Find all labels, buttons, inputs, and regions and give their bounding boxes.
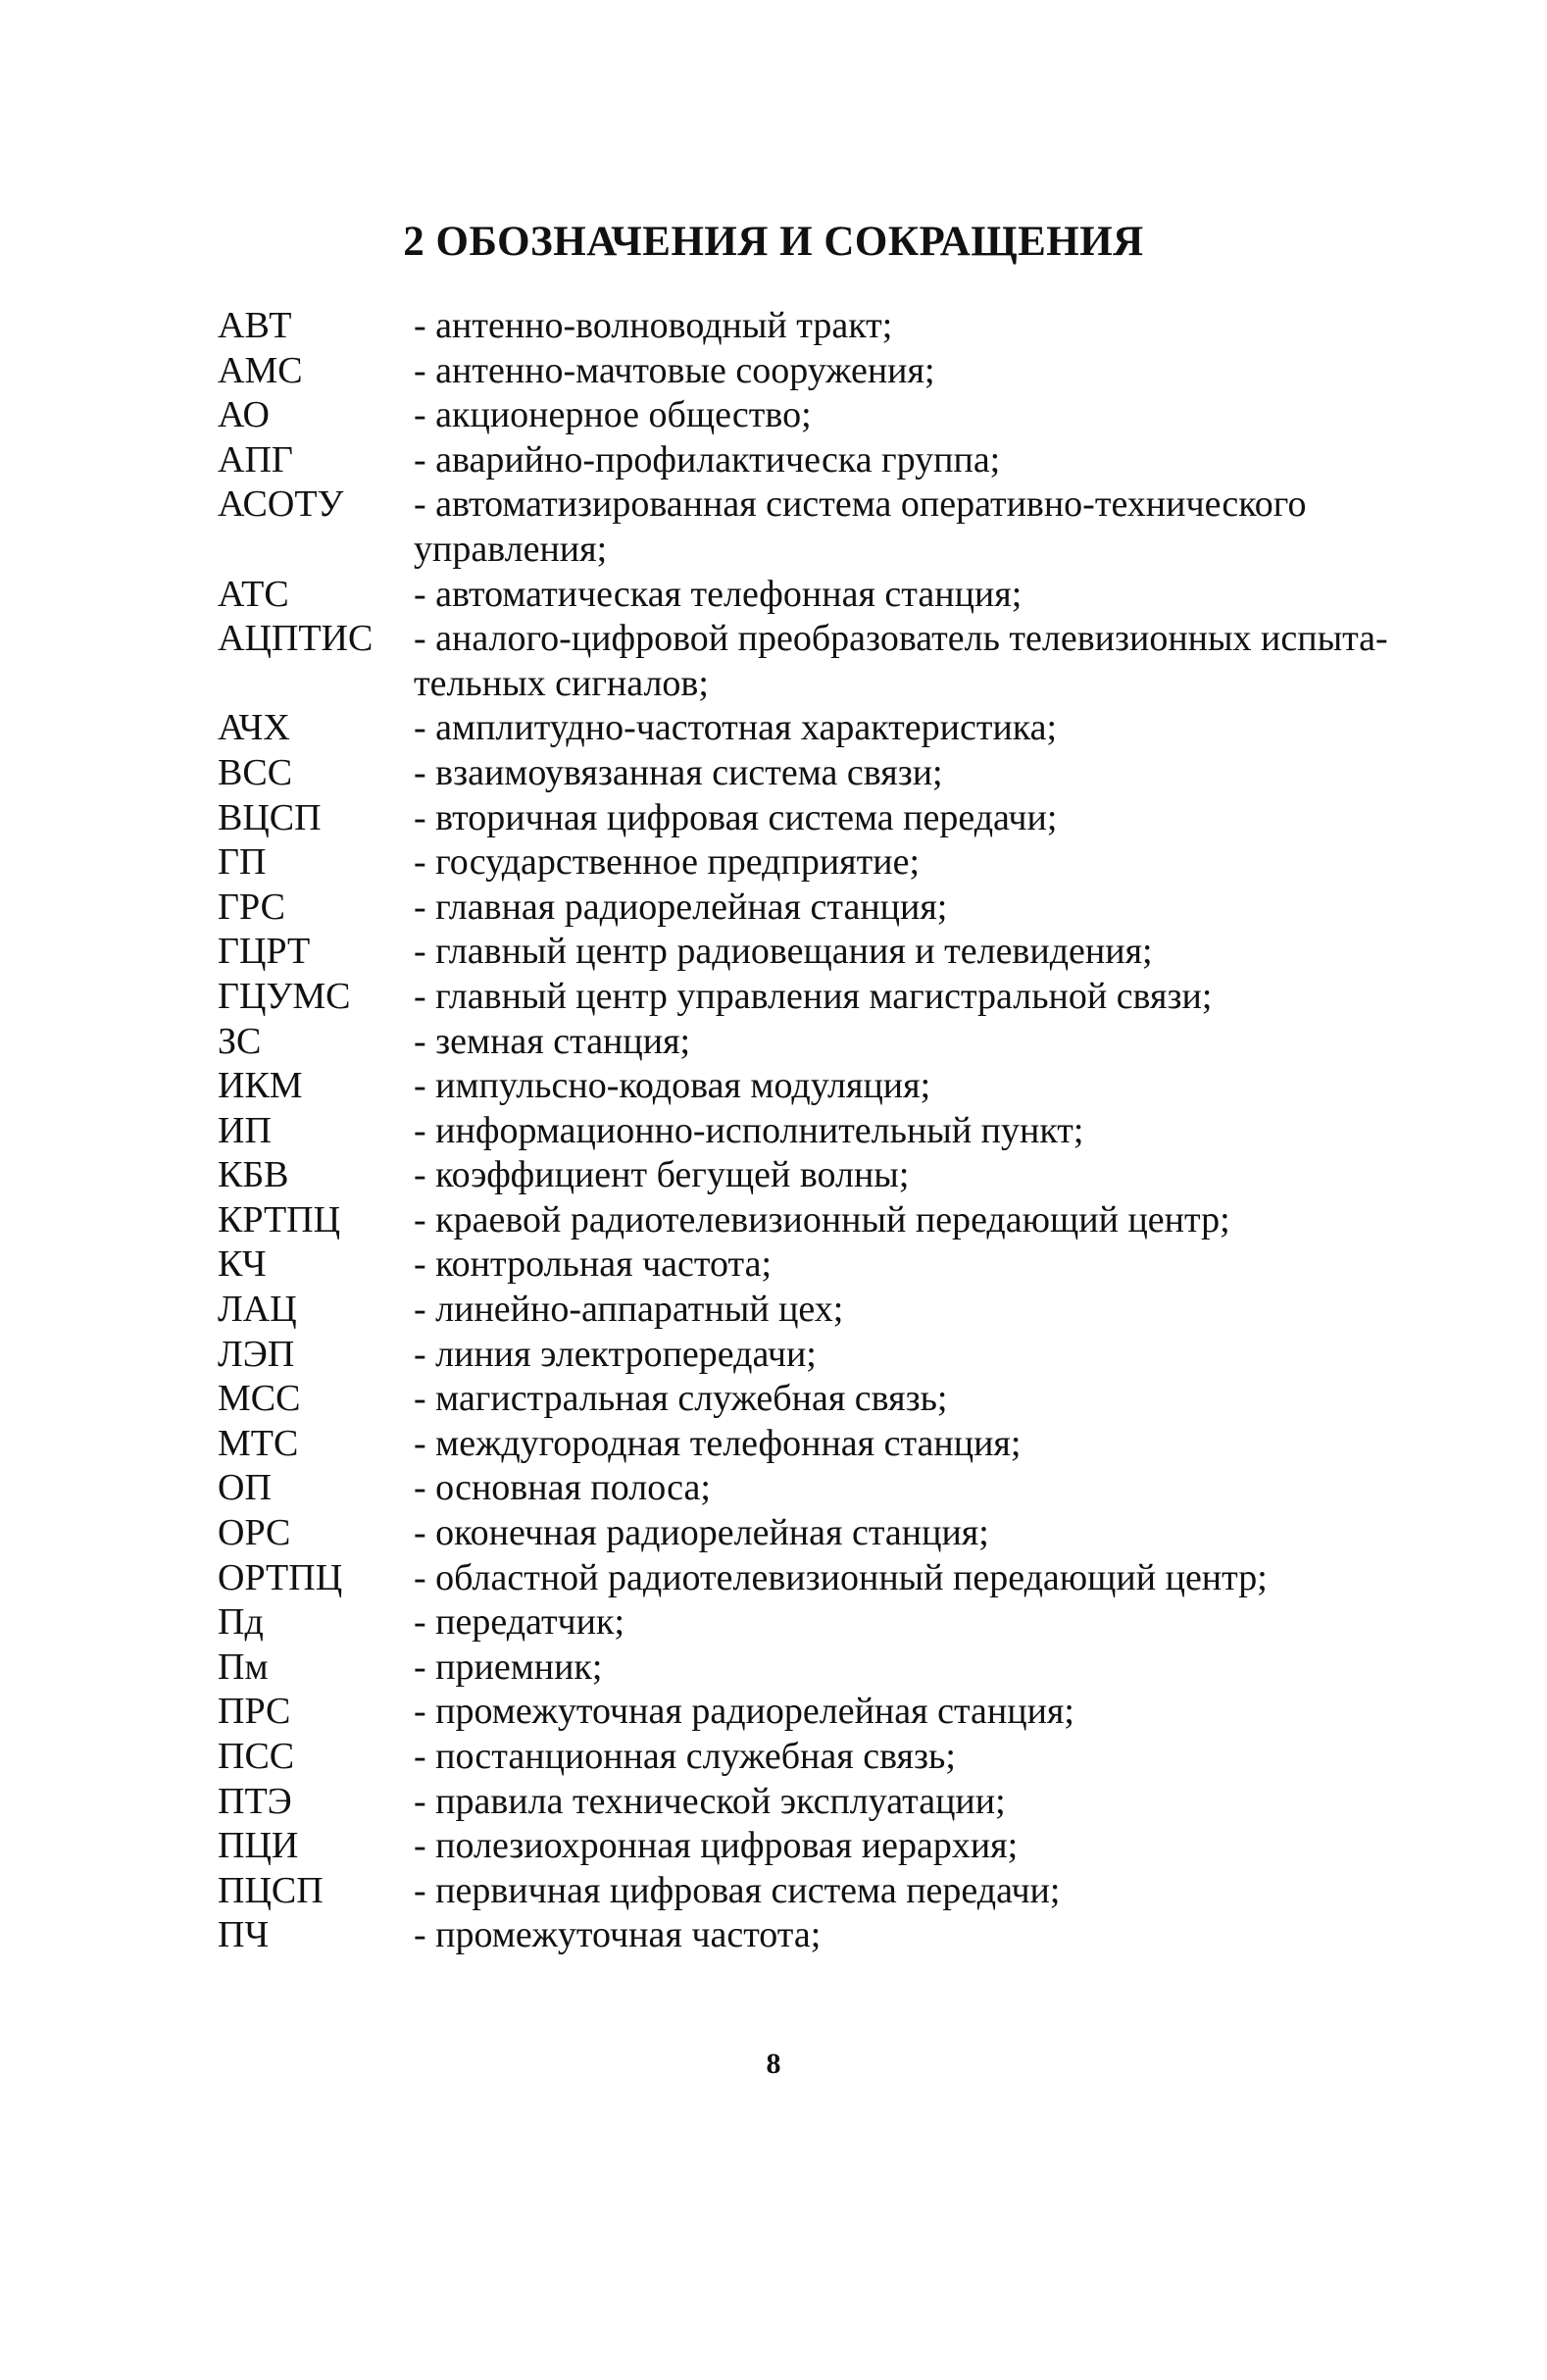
abbreviation-definition: - главный центр управления магистральной связи;: [414, 975, 1213, 1017]
abbreviation-term: АО: [218, 394, 270, 436]
abbreviation-definition: - контрольная частота;: [414, 1243, 773, 1286]
abbreviation-definition: - магистральная служебная связь;: [414, 1378, 948, 1420]
list-item: [218, 1600, 1463, 1646]
abbreviation-term: АЧХ: [218, 707, 290, 749]
abbreviation-definition: - вторичная цифровая система передачи;: [414, 796, 1058, 838]
abbreviation-definition: - акционерное общество;: [414, 394, 812, 436]
abbreviation-term: ВЦСП: [218, 796, 322, 838]
abbreviation-definition: - автоматическая телефонная станция;: [414, 573, 1023, 615]
abbreviation-definition: - главная радиорелейная станция;: [414, 886, 948, 928]
abbreviation-definition: - правила технической эксплуатации;: [414, 1780, 1006, 1822]
abbreviation-term: ПЦИ: [218, 1825, 299, 1867]
list-item: [218, 796, 1463, 841]
abbreviation-term: ГЦРТ: [218, 931, 311, 973]
page-number: 8: [766, 2048, 781, 2080]
list-item: [218, 975, 1463, 1020]
abbreviation-term: ИП: [218, 1109, 272, 1151]
abbreviation-definition: - государственное предприятие;: [414, 841, 921, 884]
abbreviation-definition: - промежуточная частота;: [414, 1914, 822, 1956]
list-item: [218, 1153, 1463, 1198]
abbreviation-list: [218, 304, 1463, 1958]
list-item: [218, 1556, 1463, 1601]
abbreviation-definition: - коэффициент бегущей волны;: [414, 1154, 910, 1196]
abbreviation-term: ГП: [218, 841, 267, 884]
list-item: [218, 1735, 1463, 1780]
abbreviation-term: ПСС: [218, 1736, 295, 1777]
abbreviation-definition: - импульсно-кодовая модуляция;: [414, 1065, 931, 1107]
abbreviation-definition: - линия электропередачи;: [414, 1333, 817, 1375]
abbreviation-definition: - аналого-цифровой преобразователь телевизионных испыта- тельных сигналов;: [414, 618, 1388, 704]
list-item: [218, 617, 1463, 706]
abbreviation-term: КЧ: [218, 1243, 267, 1286]
abbreviation-term: ПЦСП: [218, 1869, 324, 1911]
list-item: [218, 1913, 1463, 1958]
abbreviation-term: Пм: [218, 1646, 269, 1688]
abbreviation-term: МСС: [218, 1378, 301, 1420]
list-item: [218, 930, 1463, 975]
list-item: [218, 1646, 1463, 1691]
list-item: [218, 482, 1463, 572]
abbreviation-term: ИКМ: [218, 1065, 303, 1107]
abbreviation-definition: - промежуточная радиорелейная станция;: [414, 1691, 1074, 1733]
abbreviation-term: ЗС: [218, 1020, 262, 1062]
abbreviation-term: ВСС: [218, 751, 293, 793]
abbreviation-term: ПРС: [218, 1691, 291, 1733]
abbreviation-term: ГРС: [218, 886, 285, 928]
list-item: [218, 1288, 1463, 1333]
abbreviation-term: АТС: [218, 573, 289, 615]
list-item: [218, 1511, 1463, 1556]
abbreviation-definition: - линейно-аппаратный цех;: [414, 1289, 844, 1331]
abbreviation-definition: - основная полоса;: [414, 1467, 711, 1509]
abbreviation-term: АВТ: [218, 305, 292, 346]
list-item: [218, 886, 1463, 931]
abbreviation-term: ОРТПЦ: [218, 1556, 343, 1598]
abbreviation-definition: - постанционная служебная связь;: [414, 1736, 956, 1777]
abbreviation-definition: - областной радиотелевизионный передающий центр;: [414, 1556, 1268, 1598]
list-item: [218, 840, 1463, 886]
list-item: [218, 1020, 1463, 1065]
list-item: [218, 1198, 1463, 1243]
list-item: [218, 1377, 1463, 1422]
abbreviation-definition: - земная станция;: [414, 1020, 691, 1062]
abbreviation-term: АЦПТИС: [218, 618, 374, 660]
abbreviation-term: ГЦУМС: [218, 975, 351, 1017]
list-item: [218, 1869, 1463, 1914]
abbreviation-term: ПТЭ: [218, 1780, 292, 1822]
abbreviation-definition: - междугородная телефонная станция;: [414, 1422, 1022, 1464]
list-item: [218, 1780, 1463, 1825]
list-item: [218, 1333, 1463, 1378]
abbreviation-definition: - взаимоувязанная система связи;: [414, 751, 943, 793]
list-item: [218, 573, 1463, 618]
abbreviation-definition: - приемник;: [414, 1646, 603, 1688]
abbreviation-term: АМС: [218, 349, 303, 391]
list-item: [218, 1422, 1463, 1467]
abbreviation-term: Пд: [218, 1601, 264, 1644]
list-item: [218, 349, 1463, 394]
list-item: [218, 1824, 1463, 1869]
abbreviation-term: ПЧ: [218, 1914, 270, 1956]
list-item: [218, 751, 1463, 796]
list-item: [218, 438, 1463, 483]
list-item: [218, 1466, 1463, 1511]
abbreviation-definition: - антенно-мачтовые сооружения;: [414, 349, 935, 391]
abbreviation-definition: - автоматизированная система оперативно-технического управления;: [414, 483, 1307, 570]
abbreviation-definition: - первичная цифровая система передачи;: [414, 1869, 1061, 1911]
list-item: [218, 706, 1463, 751]
abbreviation-term: КРТПЦ: [218, 1198, 341, 1241]
abbreviation-definition: - антенно-волноводный тракт;: [414, 305, 893, 346]
abbreviation-term: АПГ: [218, 438, 293, 481]
abbreviation-definition: - полезиохронная цифровая иерархия;: [414, 1825, 1019, 1867]
abbreviation-term: ОП: [218, 1467, 272, 1509]
abbreviation-term: МТС: [218, 1422, 299, 1464]
list-item: [218, 304, 1463, 349]
page-title: 2 ОБОЗНАЧЕНИЯ И СОКРАЩЕНИЯ: [403, 219, 1144, 265]
abbreviation-term: ЛЭП: [218, 1333, 295, 1375]
abbreviation-term: АСОТУ: [218, 483, 344, 526]
list-item: [218, 1064, 1463, 1109]
list-item: [218, 393, 1463, 438]
abbreviation-term: ЛАЦ: [218, 1289, 297, 1331]
abbreviation-term: КБВ: [218, 1154, 289, 1196]
list-item: [218, 1242, 1463, 1288]
abbreviation-definition: - оконечная радиорелейная станция;: [414, 1512, 989, 1554]
list-item: [218, 1109, 1463, 1154]
abbreviation-definition: - передатчик;: [414, 1601, 625, 1644]
abbreviation-term: ОРС: [218, 1512, 291, 1554]
abbreviation-definition: - главный центр радиовещания и телевидения;: [414, 931, 1153, 973]
abbreviation-definition: - краевой радиотелевизионный передающий центр;: [414, 1198, 1230, 1241]
abbreviation-definition: - амплитудно-частотная характеристика;: [414, 707, 1058, 749]
abbreviation-definition: - информационно-исполнительный пункт;: [414, 1109, 1084, 1151]
abbreviation-definition: - аварийно-профилактическа группа;: [414, 438, 1001, 481]
list-item: [218, 1690, 1463, 1735]
